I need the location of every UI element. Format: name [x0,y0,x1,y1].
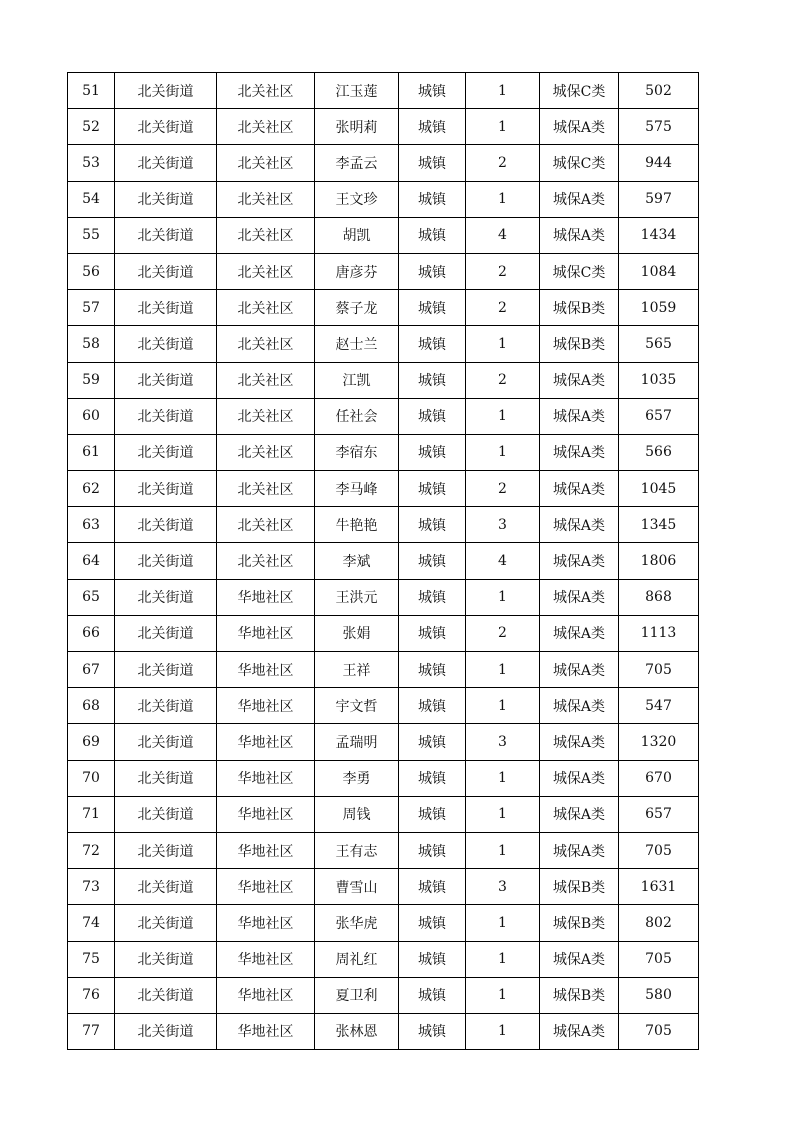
aid-category-cell: 城保C类 [540,73,619,109]
table-row [68,724,699,760]
roster-table [67,72,699,1050]
street-cell: 北关街道 [115,905,217,941]
area-type-cell: 城镇 [399,362,466,398]
row-number-cell: 56 [68,253,115,289]
community-cell: 华地社区 [217,688,315,724]
community-cell: 北关社区 [217,181,315,217]
aid-category-cell: 城保B类 [540,869,619,905]
table-row [68,145,699,181]
name-cell: 王有志 [315,832,399,868]
street-cell: 北关街道 [115,326,217,362]
amount-cell: 1045 [619,471,699,507]
area-type-cell: 城镇 [399,652,466,688]
household-count-cell: 1 [466,977,540,1013]
household-count-cell: 1 [466,73,540,109]
community-cell: 华地社区 [217,941,315,977]
area-type-cell: 城镇 [399,688,466,724]
community-cell: 华地社区 [217,977,315,1013]
area-type-cell: 城镇 [399,73,466,109]
amount-cell: 566 [619,434,699,470]
amount-cell: 868 [619,579,699,615]
street-cell: 北关街道 [115,217,217,253]
community-cell: 北关社区 [217,253,315,289]
household-count-cell: 1 [466,326,540,362]
area-type-cell: 城镇 [399,217,466,253]
aid-category-cell: 城保C类 [540,253,619,289]
name-cell: 胡凯 [315,217,399,253]
street-cell: 北关街道 [115,832,217,868]
street-cell: 北关街道 [115,941,217,977]
street-cell: 北关街道 [115,724,217,760]
street-cell: 北关街道 [115,579,217,615]
area-type-cell: 城镇 [399,181,466,217]
community-cell: 华地社区 [217,579,315,615]
amount-cell: 502 [619,73,699,109]
table-row [68,362,699,398]
street-cell: 北关街道 [115,181,217,217]
table-row [68,471,699,507]
name-cell: 李斌 [315,543,399,579]
row-number-cell: 70 [68,760,115,796]
name-cell: 周礼红 [315,941,399,977]
amount-cell: 580 [619,977,699,1013]
amount-cell: 1035 [619,362,699,398]
area-type-cell: 城镇 [399,724,466,760]
household-count-cell: 3 [466,869,540,905]
area-type-cell: 城镇 [399,290,466,326]
area-type-cell: 城镇 [399,832,466,868]
household-count-cell: 1 [466,1013,540,1049]
amount-cell: 1059 [619,290,699,326]
row-number-cell: 75 [68,941,115,977]
aid-category-cell: 城保A类 [540,181,619,217]
row-number-cell: 57 [68,290,115,326]
name-cell: 李勇 [315,760,399,796]
street-cell: 北关街道 [115,109,217,145]
area-type-cell: 城镇 [399,941,466,977]
name-cell: 周钱 [315,796,399,832]
area-type-cell: 城镇 [399,796,466,832]
household-count-cell: 3 [466,724,540,760]
aid-category-cell: 城保A类 [540,109,619,145]
name-cell: 孟瑞明 [315,724,399,760]
amount-cell: 944 [619,145,699,181]
community-cell: 北关社区 [217,434,315,470]
household-count-cell: 2 [466,253,540,289]
household-count-cell: 1 [466,905,540,941]
household-count-cell: 1 [466,760,540,796]
amount-cell: 1320 [619,724,699,760]
community-cell: 华地社区 [217,905,315,941]
street-cell: 北关街道 [115,434,217,470]
amount-cell: 657 [619,398,699,434]
aid-category-cell: 城保C类 [540,145,619,181]
household-count-cell: 1 [466,832,540,868]
amount-cell: 1806 [619,543,699,579]
area-type-cell: 城镇 [399,434,466,470]
table-row [68,760,699,796]
aid-category-cell: 城保A类 [540,507,619,543]
street-cell: 北关街道 [115,1013,217,1049]
table-row [68,688,699,724]
community-cell: 北关社区 [217,290,315,326]
aid-category-cell: 城保A类 [540,398,619,434]
street-cell: 北关街道 [115,543,217,579]
street-cell: 北关街道 [115,362,217,398]
street-cell: 北关街道 [115,796,217,832]
row-number-cell: 54 [68,181,115,217]
row-number-cell: 52 [68,109,115,145]
street-cell: 北关街道 [115,398,217,434]
table-row [68,290,699,326]
aid-category-cell: 城保A类 [540,832,619,868]
table-row [68,905,699,941]
amount-cell: 1631 [619,869,699,905]
table-row [68,181,699,217]
row-number-cell: 76 [68,977,115,1013]
name-cell: 江玉莲 [315,73,399,109]
table-row [68,615,699,651]
household-count-cell: 2 [466,615,540,651]
area-type-cell: 城镇 [399,905,466,941]
community-cell: 华地社区 [217,724,315,760]
street-cell: 北关街道 [115,760,217,796]
name-cell: 李宿东 [315,434,399,470]
area-type-cell: 城镇 [399,760,466,796]
household-count-cell: 3 [466,507,540,543]
name-cell: 李马峰 [315,471,399,507]
community-cell: 北关社区 [217,543,315,579]
table-row [68,1013,699,1049]
row-number-cell: 64 [68,543,115,579]
community-cell: 北关社区 [217,326,315,362]
area-type-cell: 城镇 [399,109,466,145]
table-row [68,73,699,109]
area-type-cell: 城镇 [399,507,466,543]
street-cell: 北关街道 [115,977,217,1013]
area-type-cell: 城镇 [399,253,466,289]
name-cell: 李孟云 [315,145,399,181]
name-cell: 赵士兰 [315,326,399,362]
row-number-cell: 61 [68,434,115,470]
area-type-cell: 城镇 [399,869,466,905]
row-number-cell: 73 [68,869,115,905]
table-row [68,217,699,253]
aid-category-cell: 城保A类 [540,615,619,651]
row-number-cell: 63 [68,507,115,543]
household-count-cell: 1 [466,109,540,145]
aid-category-cell: 城保A类 [540,941,619,977]
area-type-cell: 城镇 [399,145,466,181]
street-cell: 北关街道 [115,652,217,688]
name-cell: 宇文哲 [315,688,399,724]
name-cell: 王文珍 [315,181,399,217]
community-cell: 华地社区 [217,1013,315,1049]
row-number-cell: 71 [68,796,115,832]
row-number-cell: 72 [68,832,115,868]
household-count-cell: 1 [466,652,540,688]
row-number-cell: 53 [68,145,115,181]
table-row [68,507,699,543]
table-row [68,941,699,977]
name-cell: 任社会 [315,398,399,434]
row-number-cell: 67 [68,652,115,688]
aid-category-cell: 城保A类 [540,724,619,760]
amount-cell: 705 [619,941,699,977]
aid-category-cell: 城保B类 [540,905,619,941]
household-count-cell: 1 [466,181,540,217]
aid-category-cell: 城保A类 [540,796,619,832]
community-cell: 华地社区 [217,760,315,796]
street-cell: 北关街道 [115,145,217,181]
table-row [68,796,699,832]
name-cell: 王祥 [315,652,399,688]
community-cell: 华地社区 [217,869,315,905]
household-count-cell: 1 [466,579,540,615]
name-cell: 蔡子龙 [315,290,399,326]
area-type-cell: 城镇 [399,579,466,615]
table-row [68,398,699,434]
aid-category-cell: 城保A类 [540,217,619,253]
household-count-cell: 2 [466,290,540,326]
row-number-cell: 60 [68,398,115,434]
amount-cell: 1434 [619,217,699,253]
table-row [68,579,699,615]
street-cell: 北关街道 [115,290,217,326]
household-count-cell: 1 [466,796,540,832]
household-count-cell: 1 [466,434,540,470]
household-count-cell: 1 [466,398,540,434]
table-row [68,977,699,1013]
amount-cell: 705 [619,652,699,688]
table-row [68,326,699,362]
name-cell: 张娟 [315,615,399,651]
table-row [68,434,699,470]
table-row [68,652,699,688]
community-cell: 北关社区 [217,471,315,507]
community-cell: 北关社区 [217,109,315,145]
community-cell: 北关社区 [217,73,315,109]
name-cell: 张林恩 [315,1013,399,1049]
community-cell: 北关社区 [217,145,315,181]
table-row [68,832,699,868]
row-number-cell: 66 [68,615,115,651]
amount-cell: 575 [619,109,699,145]
community-cell: 北关社区 [217,362,315,398]
aid-category-cell: 城保A类 [540,434,619,470]
name-cell: 唐彦芬 [315,253,399,289]
street-cell: 北关街道 [115,507,217,543]
amount-cell: 705 [619,1013,699,1049]
name-cell: 张明莉 [315,109,399,145]
community-cell: 北关社区 [217,507,315,543]
name-cell: 夏卫利 [315,977,399,1013]
household-count-cell: 4 [466,217,540,253]
row-number-cell: 69 [68,724,115,760]
community-cell: 华地社区 [217,796,315,832]
community-cell: 华地社区 [217,652,315,688]
aid-category-cell: 城保A类 [540,543,619,579]
household-count-cell: 2 [466,471,540,507]
row-number-cell: 59 [68,362,115,398]
row-number-cell: 77 [68,1013,115,1049]
roster-body [68,73,699,1050]
community-cell: 华地社区 [217,615,315,651]
amount-cell: 670 [619,760,699,796]
row-number-cell: 55 [68,217,115,253]
amount-cell: 547 [619,688,699,724]
amount-cell: 705 [619,832,699,868]
aid-category-cell: 城保B类 [540,977,619,1013]
amount-cell: 1345 [619,507,699,543]
aid-category-cell: 城保A类 [540,688,619,724]
name-cell: 江凯 [315,362,399,398]
area-type-cell: 城镇 [399,398,466,434]
street-cell: 北关街道 [115,688,217,724]
community-cell: 华地社区 [217,832,315,868]
household-count-cell: 2 [466,362,540,398]
row-number-cell: 58 [68,326,115,362]
aid-category-cell: 城保A类 [540,362,619,398]
household-count-cell: 1 [466,688,540,724]
row-number-cell: 68 [68,688,115,724]
name-cell: 王洪元 [315,579,399,615]
household-count-cell: 4 [466,543,540,579]
name-cell: 牛艳艳 [315,507,399,543]
aid-category-cell: 城保A类 [540,1013,619,1049]
household-count-cell: 2 [466,145,540,181]
area-type-cell: 城镇 [399,326,466,362]
amount-cell: 597 [619,181,699,217]
amount-cell: 1113 [619,615,699,651]
community-cell: 北关社区 [217,217,315,253]
household-count-cell: 1 [466,941,540,977]
street-cell: 北关街道 [115,615,217,651]
area-type-cell: 城镇 [399,471,466,507]
row-number-cell: 62 [68,471,115,507]
aid-category-cell: 城保B类 [540,290,619,326]
row-number-cell: 65 [68,579,115,615]
name-cell: 张华虎 [315,905,399,941]
table-row [68,869,699,905]
amount-cell: 657 [619,796,699,832]
row-number-cell: 51 [68,73,115,109]
table-row [68,109,699,145]
street-cell: 北关街道 [115,73,217,109]
area-type-cell: 城镇 [399,615,466,651]
street-cell: 北关街道 [115,869,217,905]
name-cell: 曹雪山 [315,869,399,905]
area-type-cell: 城镇 [399,1013,466,1049]
table-row [68,543,699,579]
aid-category-cell: 城保A类 [540,652,619,688]
area-type-cell: 城镇 [399,977,466,1013]
community-cell: 北关社区 [217,398,315,434]
aid-category-cell: 城保A类 [540,579,619,615]
street-cell: 北关街道 [115,253,217,289]
aid-category-cell: 城保A类 [540,471,619,507]
aid-category-cell: 城保B类 [540,326,619,362]
street-cell: 北关街道 [115,471,217,507]
row-number-cell: 74 [68,905,115,941]
amount-cell: 1084 [619,253,699,289]
amount-cell: 565 [619,326,699,362]
table-row [68,253,699,289]
aid-category-cell: 城保A类 [540,760,619,796]
area-type-cell: 城镇 [399,543,466,579]
amount-cell: 802 [619,905,699,941]
